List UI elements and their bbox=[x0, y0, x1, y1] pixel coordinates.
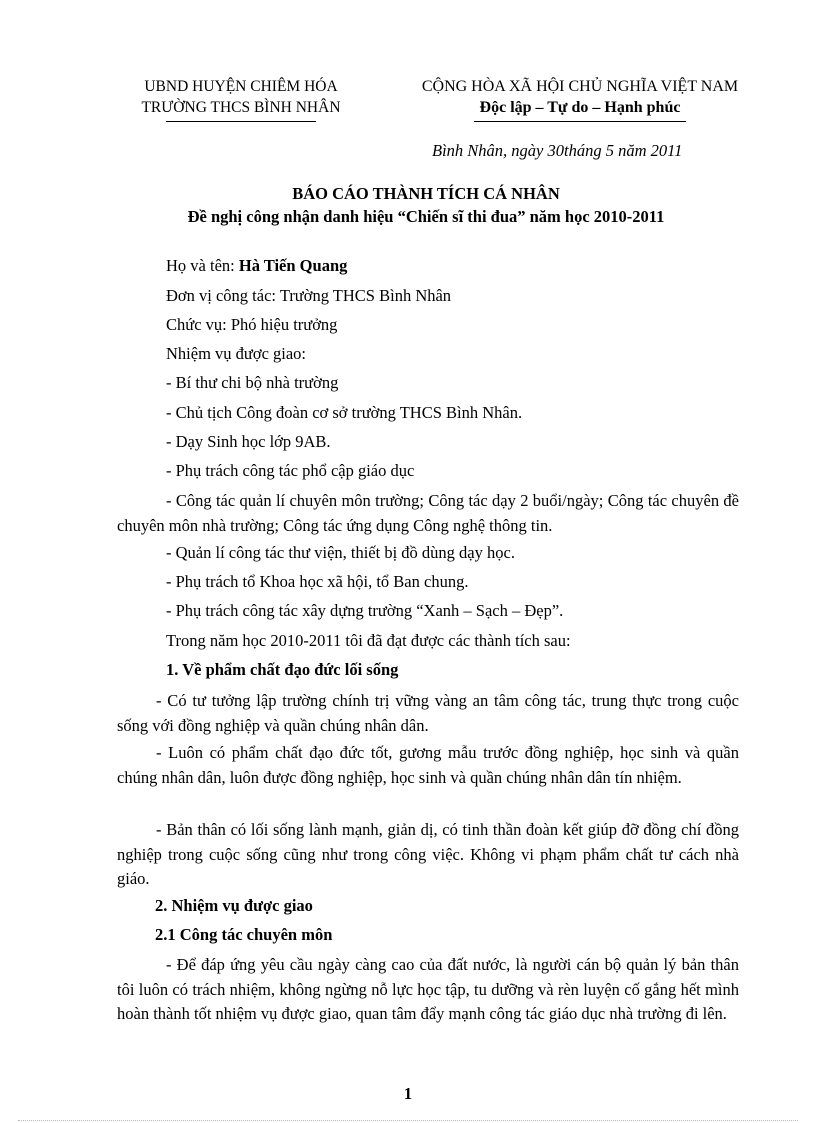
school-name: TRƯỜNG THCS BÌNH NHÂN bbox=[141, 99, 341, 116]
section-2-heading: 2. Nhiệm vụ được giao bbox=[155, 896, 313, 915]
agency-name: UBND HUYỆN CHIÊM HÓA bbox=[144, 78, 338, 95]
duty-item-long: - Công tác quản lí chuyên môn trường; Công tác dạy 2 buổi/ngày; Công tác chuyên đề chuyên môn nhà trường; Công tác ứng dụng Công nghệ thông tin. bbox=[117, 491, 739, 535]
duties-label: Nhiệm vụ được giao: bbox=[166, 344, 307, 363]
duty-item: - Quản lí công tác thư viện, thiết bị đồ dùng dạy học. bbox=[166, 543, 515, 562]
national-title: CỘNG HÒA XÃ HỘI CHỦ NGHĨA VIỆT NAM bbox=[421, 78, 739, 95]
motto-underline bbox=[474, 121, 686, 122]
achievements-intro: Trong năm học 2010-2011 tôi đã đạt được các thành tích sau: bbox=[166, 631, 571, 650]
agency-header bbox=[110, 76, 372, 122]
section-1-heading: 1. Về phẩm chất đạo đức lối sống bbox=[166, 660, 399, 679]
duty-item: - Dạy Sinh học lớp 9AB. bbox=[166, 432, 331, 451]
document-subtitle: Đề nghị công nhận danh hiệu “Chiến sĩ thi đua” năm học 2010-2011 bbox=[187, 207, 665, 226]
position-line: Chức vụ: Phó hiệu trưởng bbox=[166, 315, 338, 334]
section-2-paragraph: - Để đáp ứng yêu cầu ngày càng cao của đất nước, là người cán bộ quản lý bản thân tôi luôn có trách nhiệm, không ngừng nỗ lực học tập, tu dưỡng và rèn luyện cố gắng hết mình hoàn thành tốt nhiệm vụ được giao, quan tâm đẩy mạnh công tác giáo dục nhà trường đi lên. bbox=[117, 955, 739, 1023]
document-title-block bbox=[100, 182, 752, 228]
national-motto: Độc lập – Tự do – Hạnh phúc bbox=[479, 99, 681, 116]
duty-item: - Bí thư chi bộ nhà trường bbox=[166, 373, 339, 392]
page-number: 1 bbox=[403, 1084, 413, 1103]
document-date: Bình Nhân, ngày 30tháng 5 năm 2011 bbox=[432, 141, 683, 160]
section-1-paragraph: - Luôn có phẩm chất đạo đức tốt, gương mẫu trước đồng nghiệp, học sinh và quần chúng nhân dân, luôn được đồng nghiệp, học sinh và quần chúng nhân dân tín nhiệm. bbox=[117, 743, 739, 787]
duty-item: - Chủ tịch Công đoàn cơ sở trường THCS Bình Nhân. bbox=[166, 403, 523, 422]
duty-item: - Phụ trách công tác phổ cập giáo dục bbox=[166, 461, 415, 480]
duty-item: - Phụ trách công tác xây dựng trường “Xanh – Sạch – Đẹp”. bbox=[166, 601, 564, 620]
section-2-1-heading: 2.1 Công tác chuyên môn bbox=[155, 925, 333, 944]
unit-line: Đơn vị công tác: Trường THCS Bình Nhân bbox=[166, 286, 452, 305]
duty-item: - Phụ trách tổ Khoa học xã hội, tổ Ban chung. bbox=[166, 572, 469, 591]
section-1-paragraph: - Bản thân có lối sống lành mạnh, giản dị, có tinh thần đoàn kết giúp đỡ đồng chí đồng nghiệp trong cuộc sống cũng như trong công việc. Không vi phạm phẩm chất tư cách nhà giáo. bbox=[117, 820, 739, 888]
name-label: Họ và tên: bbox=[166, 256, 239, 275]
agency-underline bbox=[166, 121, 316, 122]
document-title: BÁO CÁO THÀNH TÍCH CÁ NHÂN bbox=[292, 184, 560, 203]
name-value: Hà Tiến Quang bbox=[238, 256, 348, 275]
page-bottom-rule bbox=[18, 1120, 798, 1121]
name-line bbox=[166, 256, 347, 276]
national-header bbox=[380, 76, 780, 122]
section-1-paragraph: - Có tư tưởng lập trường chính trị vững vàng an tâm công tác, trung thực trong cuộc sống với đồng nghiệp và quần chúng nhân dân. bbox=[117, 691, 739, 735]
